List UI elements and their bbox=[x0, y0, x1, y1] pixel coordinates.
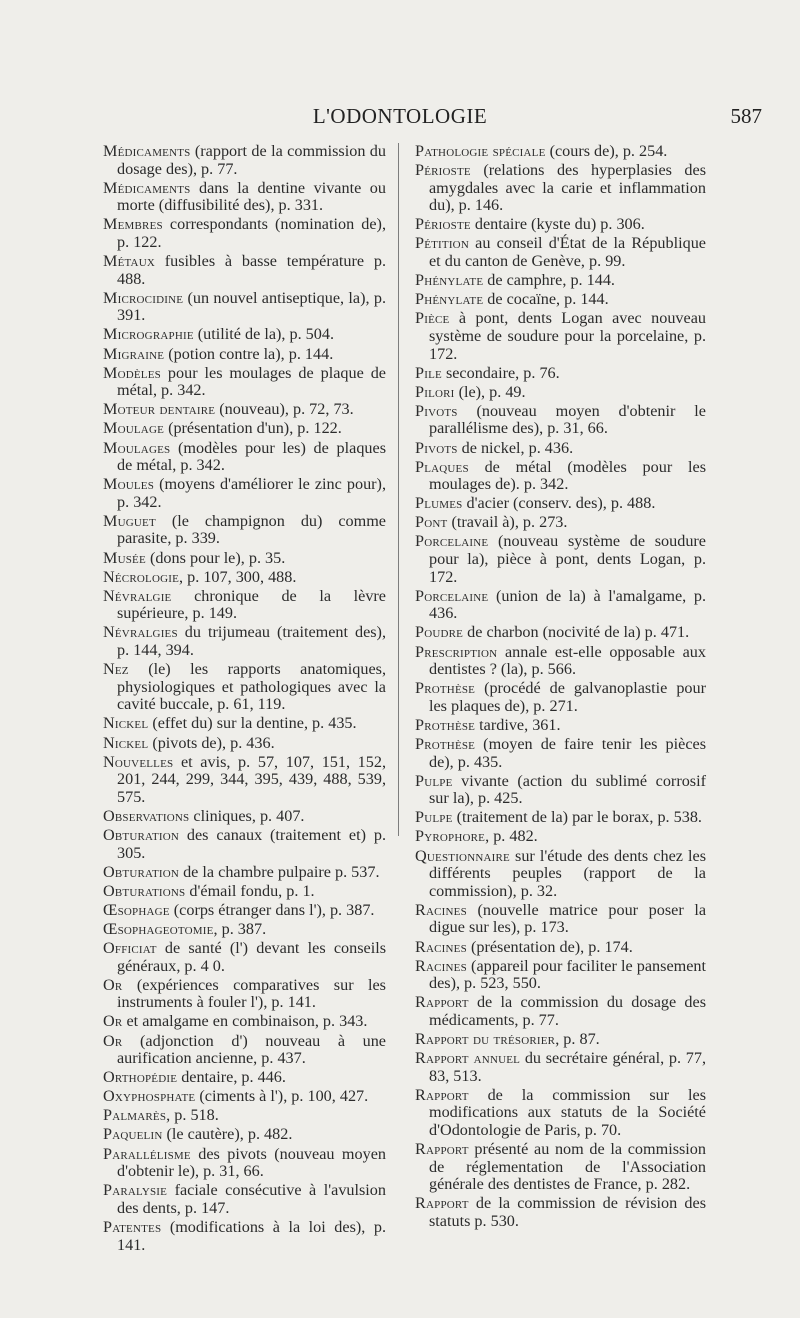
index-term: Prothèse bbox=[415, 735, 476, 753]
index-detail: annale est-elle opposable aux dentistes ? (la), p. 566. bbox=[429, 642, 706, 679]
index-entry bbox=[103, 1219, 386, 1254]
index-entry bbox=[103, 440, 386, 475]
index-detail: chronique de la lèvre supérieure, p. 149. bbox=[117, 586, 386, 623]
index-detail: pour les moulages de plaque de métal, p. 342. bbox=[117, 363, 386, 400]
index-term: Névralgies bbox=[103, 623, 178, 642]
index-term: Pyrophore bbox=[415, 827, 486, 846]
index-term: Migraine bbox=[103, 344, 165, 363]
index-term: Plaques bbox=[415, 457, 469, 476]
index-term: Médicaments bbox=[103, 142, 191, 160]
index-detail: de la commission sur les modifications aux statuts de la Société d'Odontologie de Paris, p. 70. bbox=[429, 1085, 706, 1139]
index-entry bbox=[415, 958, 706, 993]
index-entry bbox=[103, 588, 386, 623]
index-term: Racines bbox=[415, 937, 467, 956]
index-detail: de nickel, p. 436. bbox=[457, 438, 574, 457]
index-term: Porcelaine bbox=[415, 532, 489, 551]
index-entry bbox=[415, 440, 706, 458]
index-entry bbox=[415, 310, 706, 363]
index-entry bbox=[103, 735, 386, 753]
index-entry bbox=[415, 272, 706, 290]
index-detail: (modèles pour les) de plaques de métal, p. 342. bbox=[117, 438, 386, 475]
index-detail: (travail à), p. 273. bbox=[447, 513, 568, 532]
index-detail: (moyen de faire tenir les pièces de), p. 435. bbox=[429, 735, 706, 771]
index-term: Nickel bbox=[103, 714, 149, 733]
index-term: Œsophageotomie bbox=[103, 919, 214, 938]
running-title: L'ODONTOLOGIE bbox=[312, 104, 488, 128]
index-term: Paralysie bbox=[103, 1181, 168, 1200]
index-entry bbox=[103, 569, 386, 587]
index-entry bbox=[415, 291, 706, 309]
index-detail: (le cautère), p. 482. bbox=[162, 1125, 293, 1144]
index-term: Pétition bbox=[415, 234, 469, 253]
index-detail: d'acier (conserv. des), p. 488. bbox=[462, 494, 656, 513]
index-entry bbox=[103, 1013, 386, 1031]
index-detail: , p. 518. bbox=[166, 1106, 219, 1125]
index-term: Questionnaire bbox=[415, 846, 510, 865]
index-entry bbox=[415, 1050, 706, 1085]
index-entry bbox=[103, 401, 386, 419]
index-entry bbox=[103, 365, 386, 400]
index-entry bbox=[415, 809, 706, 827]
index-entry bbox=[415, 644, 706, 679]
index-term: Musée bbox=[103, 548, 146, 567]
index-detail: du trijumeau (traitement des), p. 144, 394. bbox=[117, 623, 386, 660]
index-entry bbox=[415, 143, 706, 161]
index-detail: présenté au nom de la commission de réglementation de l'Association générale des dentistes de France, p. 282. bbox=[429, 1140, 706, 1194]
index-term: Médicaments bbox=[103, 178, 191, 197]
index-detail: de la commission du dosage des médicaments, p. 77. bbox=[429, 993, 706, 1029]
index-term: Micrographie bbox=[103, 325, 194, 344]
index-term: Pulpe bbox=[415, 808, 453, 827]
index-entry bbox=[415, 1031, 706, 1049]
index-detail: (modifications à la loi des), p. 141. bbox=[117, 1217, 386, 1254]
index-detail: (le) les rapports anatomiques, physiologiques et pathologiques avec la cavité buccale, p. 61, 119. bbox=[117, 660, 386, 714]
index-term: Prescription bbox=[415, 642, 498, 661]
index-entry bbox=[103, 1107, 386, 1125]
index-term: Œsophage bbox=[103, 900, 170, 919]
index-detail: (corps étranger dans l'), p. 387. bbox=[169, 900, 375, 919]
index-entry bbox=[103, 977, 386, 1012]
index-term: Rapport du trésorier bbox=[415, 1030, 556, 1048]
index-detail: de cocaïne, p. 144. bbox=[483, 290, 609, 309]
index-detail: (pivots de), p. 436. bbox=[148, 733, 275, 752]
index-term: Pièce bbox=[415, 309, 450, 328]
index-term: Obturation bbox=[103, 862, 180, 881]
index-entry bbox=[103, 550, 386, 568]
index-entry bbox=[415, 828, 706, 846]
index-detail: dentaire, p. 446. bbox=[177, 1068, 286, 1087]
index-entry bbox=[415, 495, 706, 513]
index-entry bbox=[103, 513, 386, 548]
index-term: Racines bbox=[415, 956, 467, 975]
index-detail: (le), p. 49. bbox=[454, 382, 526, 401]
index-entry bbox=[103, 253, 386, 288]
index-entry bbox=[103, 346, 386, 364]
index-term: Obturation bbox=[103, 825, 180, 844]
index-term: Rapport bbox=[415, 1085, 469, 1104]
index-detail: dans la dentine vivante ou morte (diffusibilité des), p. 331. bbox=[117, 178, 386, 215]
index-detail: (expériences comparatives sur les instruments à fouler l'), p. 141. bbox=[117, 975, 386, 1012]
index-entry bbox=[415, 994, 706, 1029]
index-detail: dentaire (kyste du) p. 306. bbox=[470, 215, 645, 234]
index-detail: d'émail fondu, p. 1. bbox=[185, 881, 315, 900]
index-detail: de la chambre pulpaire p. 537. bbox=[179, 862, 380, 881]
index-term: Phénylate bbox=[415, 290, 484, 309]
index-term: Microcidine bbox=[103, 288, 184, 307]
index-detail: de santé (l') devant les conseils généraux, p. 4 0. bbox=[117, 939, 386, 975]
index-term: Rapport bbox=[415, 1194, 469, 1213]
index-entry bbox=[415, 680, 706, 715]
index-detail: (nouveau système de soudure pour la), pièce à pont, dents Logan, p. 172. bbox=[429, 532, 706, 586]
index-detail: (rapport de la commission du dosage des), p. 77. bbox=[117, 142, 386, 178]
index-term: Paquelin bbox=[103, 1125, 163, 1144]
index-entry bbox=[103, 883, 386, 901]
index-detail: de la commission de révision des statuts p. 530. bbox=[429, 1194, 706, 1230]
index-entry bbox=[103, 1088, 386, 1106]
index-term: Obturations bbox=[103, 881, 186, 900]
index-entry bbox=[415, 1141, 706, 1194]
index-detail: et amalgame en combinaison, p. 343. bbox=[122, 1012, 368, 1031]
index-term: Porcelaine bbox=[415, 586, 489, 605]
index-detail: , p. 482. bbox=[485, 827, 538, 846]
index-entry bbox=[415, 384, 706, 402]
index-term: Pivots bbox=[415, 401, 458, 420]
index-term: Palmarès bbox=[103, 1106, 167, 1125]
index-detail: de charbon (nocivité de la) p. 471. bbox=[463, 623, 690, 642]
index-term: Parallélisme bbox=[103, 1144, 191, 1163]
index-entry bbox=[415, 1195, 706, 1230]
index-detail: des canaux (traitement et) p. 305. bbox=[117, 825, 386, 862]
index-detail: tardive, 361. bbox=[475, 715, 561, 734]
index-term: Rapport bbox=[415, 1140, 469, 1159]
index-term: Prothèse bbox=[415, 715, 476, 734]
index-term: Névralgie bbox=[103, 586, 172, 605]
index-term: Nez bbox=[103, 660, 129, 679]
index-detail: (cours de), p. 254. bbox=[545, 142, 668, 160]
index-detail: (procédé de galvanoplastie pour les plaques de), p. 271. bbox=[429, 679, 706, 715]
index-entry bbox=[103, 1033, 386, 1068]
index-entry bbox=[103, 864, 386, 882]
index-detail: (effet du) sur la dentine, p. 435. bbox=[148, 714, 357, 733]
index-term: Oxyphosphate bbox=[103, 1087, 196, 1106]
index-term: Rapport bbox=[415, 993, 469, 1012]
index-entry bbox=[103, 143, 386, 178]
index-entry bbox=[415, 365, 706, 383]
index-term: Orthopédie bbox=[103, 1068, 178, 1087]
index-term: Patentes bbox=[103, 1217, 162, 1236]
index-entry bbox=[415, 624, 706, 642]
index-entry bbox=[415, 514, 706, 532]
index-entry bbox=[415, 216, 706, 234]
index-term: Pathologie spéciale bbox=[415, 142, 546, 160]
index-entry bbox=[415, 162, 706, 215]
index-term: Poudre bbox=[415, 623, 464, 642]
index-term: Observations bbox=[103, 806, 190, 825]
index-term: Nickel bbox=[103, 733, 149, 752]
index-detail: sur l'étude des dents chez les différents peuples (rapport de la commission), p. 32. bbox=[429, 846, 706, 900]
column-divider bbox=[398, 143, 399, 836]
index-term: Pile bbox=[415, 363, 442, 382]
index-detail: vivante (action du sublimé corrosif sur la), p. 425. bbox=[429, 771, 706, 808]
index-term: Moteur dentaire bbox=[103, 400, 216, 419]
index-column-left bbox=[103, 143, 386, 1256]
index-entry bbox=[103, 180, 386, 215]
index-entry bbox=[103, 624, 386, 659]
index-entry bbox=[103, 216, 386, 251]
index-detail: (présentation de), p. 174. bbox=[466, 937, 633, 956]
index-term: Moulage bbox=[103, 419, 165, 438]
index-entry bbox=[415, 588, 706, 623]
index-term: Muguet bbox=[103, 511, 156, 530]
index-term: Rapport annuel bbox=[415, 1049, 521, 1068]
index-detail: (nouveau), p. 72, 73. bbox=[215, 400, 354, 419]
index-detail: des pivots (nouveau moyen d'obtenir le), p. 31, 66. bbox=[117, 1144, 386, 1181]
index-entry bbox=[103, 754, 386, 807]
index-term: Membres bbox=[103, 215, 163, 234]
index-detail: (adjonction d') nouveau à une aurification ancienne, p. 437. bbox=[117, 1031, 386, 1068]
index-entry bbox=[415, 902, 706, 937]
index-term: Or bbox=[103, 1012, 123, 1031]
index-entry bbox=[415, 939, 706, 957]
index-entry bbox=[415, 736, 706, 771]
index-detail: (relations des hyperplasies des amygdales avec la carie et inflammation du), p. 146. bbox=[429, 161, 706, 215]
index-detail: , p. 107, 300, 488. bbox=[179, 567, 297, 586]
index-entry bbox=[415, 717, 706, 735]
index-detail: secondaire, p. 76. bbox=[441, 363, 560, 382]
index-entry bbox=[103, 1126, 386, 1144]
index-entry bbox=[415, 235, 706, 270]
index-detail: (le champignon du) comme parasite, p. 339. bbox=[117, 511, 386, 548]
index-entry bbox=[103, 290, 386, 325]
index-detail: (utilité de la), p. 504. bbox=[193, 325, 335, 344]
index-detail: , p. 387. bbox=[213, 919, 267, 938]
index-entry bbox=[103, 808, 386, 826]
index-term: Modèles bbox=[103, 363, 161, 382]
index-detail: (union de la) à l'amalgame, p. 436. bbox=[429, 586, 706, 623]
index-detail: (appareil pour faciliter le pansement des), p. 523, 550. bbox=[429, 956, 706, 993]
index-term: Moulages bbox=[103, 438, 171, 457]
index-detail: et avis, p. 57, 107, 151, 152, 201, 244, 299, 344, 395, 439, 488, 539, 575. bbox=[117, 752, 386, 806]
index-detail: (nouveau moyen d'obtenir le parallélisme des), p. 31, 66. bbox=[429, 401, 706, 438]
index-term: Pulpe bbox=[415, 771, 453, 790]
index-term: Prothèse bbox=[415, 679, 476, 698]
index-detail: , p. 87. bbox=[555, 1030, 600, 1048]
index-detail: cliniques, p. 407. bbox=[189, 806, 305, 825]
index-detail: de camphre, p. 144. bbox=[483, 271, 615, 290]
index-entry bbox=[103, 921, 386, 939]
index-detail: (nouvelle matrice pour poser la digue sur les), p. 173. bbox=[429, 900, 706, 937]
index-term: Périoste bbox=[415, 215, 471, 234]
index-detail: (ciments à l'), p. 100, 427. bbox=[195, 1087, 369, 1106]
index-term: Moules bbox=[103, 475, 155, 494]
index-entry bbox=[103, 476, 386, 511]
index-entry bbox=[103, 1146, 386, 1181]
index-term: Pont bbox=[415, 513, 448, 532]
index-detail: faciale consécutive à l'avulsion des dents, p. 147. bbox=[117, 1181, 386, 1217]
index-detail: (un nouvel antiseptique, la), p. 391. bbox=[117, 288, 386, 325]
index-term: Pilori bbox=[415, 382, 455, 401]
index-detail: du secrétaire général, p. 77, 83, 513. bbox=[429, 1049, 706, 1085]
index-entry bbox=[103, 715, 386, 733]
index-term: Racines bbox=[415, 900, 467, 919]
index-entry bbox=[415, 459, 706, 494]
index-detail: (traitement de la) par le borax, p. 538. bbox=[452, 808, 702, 827]
index-detail: correspondants (nomination de), p. 122. bbox=[117, 215, 386, 251]
index-entry bbox=[103, 1182, 386, 1217]
index-entry bbox=[415, 773, 706, 808]
index-detail: (présentation d'un), p. 122. bbox=[164, 419, 342, 438]
index-entry bbox=[103, 661, 386, 714]
index-detail: (moyens d'améliorer le zinc pour), p. 342. bbox=[117, 475, 386, 511]
index-detail: fusibles à basse température p. 488. bbox=[117, 252, 386, 288]
index-term: Nécrologie bbox=[103, 567, 180, 586]
index-entry bbox=[103, 326, 386, 344]
index-detail: (dons pour le), p. 35. bbox=[145, 548, 286, 567]
index-column-right bbox=[415, 143, 706, 1232]
index-entry bbox=[103, 940, 386, 975]
page-header bbox=[0, 104, 800, 134]
index-detail: au conseil d'État de la République et du canton de Genève, p. 99. bbox=[429, 234, 706, 271]
index-term: Périoste bbox=[415, 161, 471, 180]
index-detail: à pont, dents Logan avec nouveau système de soudure pour la porcelaine, p. 172. bbox=[429, 309, 706, 363]
index-entry bbox=[415, 848, 706, 901]
index-term: Or bbox=[103, 975, 123, 994]
index-entry bbox=[415, 1087, 706, 1140]
index-term: Nouvelles bbox=[103, 752, 174, 771]
index-term: Pivots bbox=[415, 438, 458, 457]
index-term: Or bbox=[103, 1031, 123, 1050]
index-detail: de métal (modèles pour les moulages de). p. 342. bbox=[429, 457, 706, 494]
index-term: Officiat bbox=[103, 939, 157, 958]
index-entry bbox=[103, 1069, 386, 1087]
index-detail: (potion contre la), p. 144. bbox=[164, 344, 334, 363]
index-entry bbox=[415, 533, 706, 586]
page-number: 587 bbox=[730, 104, 762, 128]
index-term: Métaux bbox=[103, 252, 155, 271]
index-entry bbox=[103, 827, 386, 862]
index-term: Phénylate bbox=[415, 271, 484, 290]
index-entry bbox=[103, 902, 386, 920]
index-entry bbox=[103, 420, 386, 438]
index-term: Plumes bbox=[415, 494, 463, 513]
index-entry bbox=[415, 403, 706, 438]
